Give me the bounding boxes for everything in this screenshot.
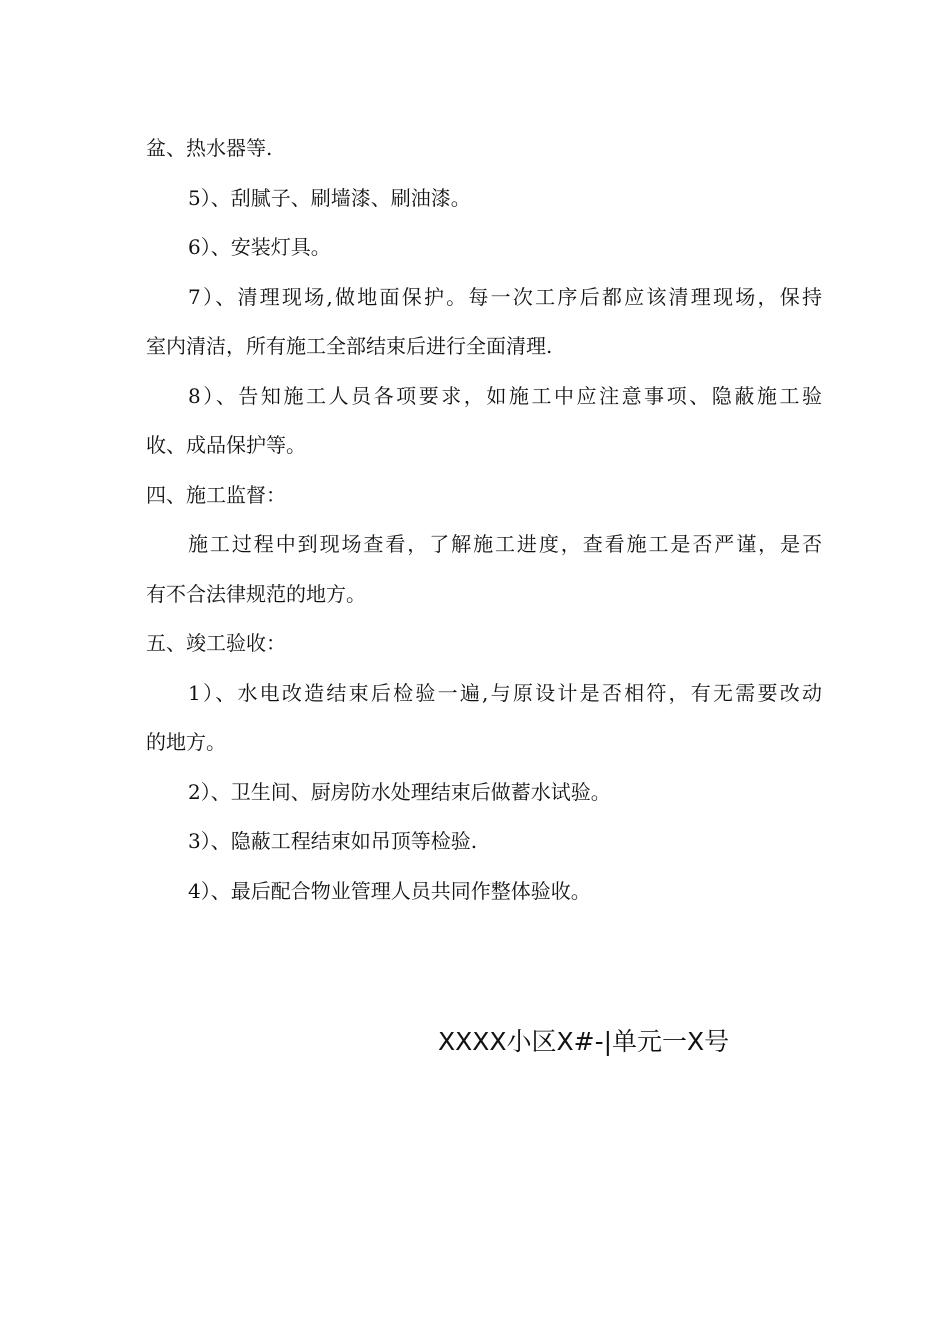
text-line: 8）、告知施工人员各项要求，如施工中应注意事项、隐蔽施工验	[188, 383, 822, 408]
document-body	[146, 124, 822, 916]
text-line: 室内清洁，所有施工全部结束后进行全面清理.	[146, 334, 553, 358]
text-line: 3）、隐蔽工程结束如吊顶等检验.	[188, 829, 478, 853]
text-line: 5）、刮腻子、刷墙漆、刷油漆。	[188, 185, 471, 210]
text-line: 7）、清理现场,做地面保护。每一次工序后都应该清理现场，保持	[188, 284, 822, 309]
footer-address: XXXX小区X#-|单元一X号	[438, 1027, 730, 1056]
text-line: 1）、水电改造结束后检验一遍,与原设计是否相符，有无需要改动	[188, 680, 822, 705]
text-line: 2）、卫生间、厨房防水处理结束后做蓄水试验。	[188, 779, 611, 804]
text-line: 的地方。	[146, 730, 226, 754]
text-line: 收、成品保护等。	[146, 433, 306, 457]
text-line: 施工过程中到现场查看，了解施工进度，查看施工是否严谨，是否	[188, 532, 822, 556]
text-line: 6）、安装灯具。	[188, 235, 331, 259]
text-line: 五、竣工验收：	[146, 631, 286, 655]
text-line: 四、施工监督：	[146, 482, 286, 507]
text-line: 有不合法律规范的地方。	[146, 581, 366, 606]
text-line: 盆、热水器等.	[146, 136, 273, 160]
text-line: 4）、最后配合物业管理人员共同作整体验收。	[188, 878, 591, 903]
